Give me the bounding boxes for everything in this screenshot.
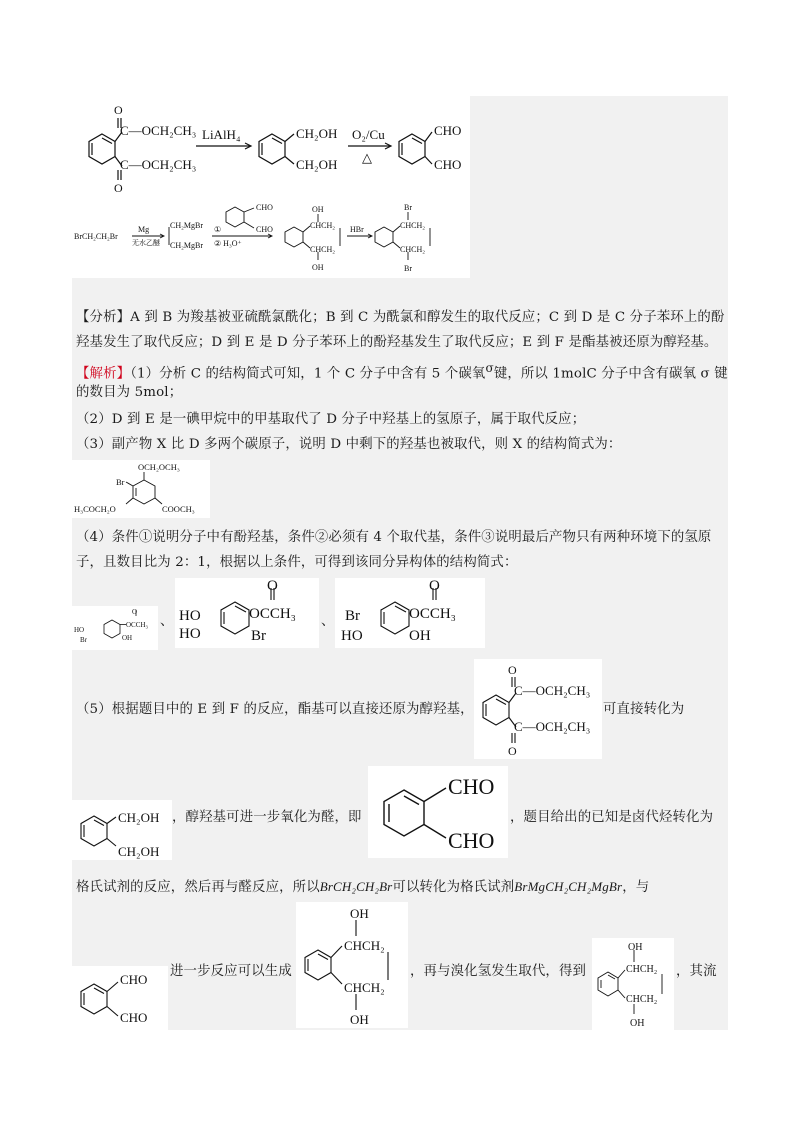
solution-line-4b: 子，且数目比为 2：1，根据以上条件，可得到该同分异构体的结构简式： [76, 555, 518, 570]
dialdehyde-cho-top: CHO [448, 774, 495, 799]
structure-x [72, 460, 210, 518]
isomer-1-o: O [132, 608, 138, 616]
reagent-mg: Mg [138, 225, 150, 234]
diol-chch2-top-2: CHCH₂ [344, 938, 385, 953]
solution-line-5-end: 可直接转化为 [603, 702, 685, 717]
small-diol-chch2-bottom: CHCH₂ [626, 994, 658, 1005]
solution-line-1: 【解析】（1）分析 C 的结构简式可知，1 个 C 分子中含有 5 个碳氧$^\sigma$键，所以 1molC 分子中含有碳氧 σ 键 [76, 361, 728, 382]
diol-structure [72, 800, 172, 860]
small-cho-bottom: CHO [120, 1010, 148, 1025]
scheme-2-svg [72, 198, 438, 274]
diol-oh-top: OH [312, 205, 324, 214]
isomer-2-ester: OCCH₃ [249, 606, 296, 622]
sigma-symbol: σ [485, 361, 494, 375]
dibromoethane: BrCH₂CH₂Br [74, 232, 118, 241]
diol-ch2oh-bottom: CH₂OH [118, 844, 160, 859]
ester-structure-svg [474, 659, 602, 759]
diol-chch2-top: CHCH₂ [310, 221, 336, 230]
carbonyl-o-top: O [114, 103, 123, 117]
scheme-1-svg [72, 96, 470, 196]
step-two: ② H₃O⁺ [214, 239, 242, 248]
isomer-3-svg [335, 578, 485, 648]
dialdehyde-structure-small [72, 966, 168, 1030]
small-diol-oh-top: OH [628, 942, 643, 953]
isomer-1-ester: OCCH₃ [126, 621, 148, 629]
diol-chch2-structure-small [592, 938, 674, 1030]
reagent-hbr: HBr [350, 225, 364, 234]
x-top-group: OCH₂OCH₃ [138, 462, 180, 472]
dibromide-chch2-bottom: CHCH₂ [400, 245, 426, 254]
isomer-2-br: Br [251, 628, 266, 644]
step-one: ① [214, 225, 222, 234]
heat-symbol: △ [362, 150, 372, 165]
grignard-bottom: CH₂MgBr [170, 241, 204, 250]
diol-chch2-svg [296, 902, 408, 1028]
analysis-line-1: 【分析】A 到 B 为羧基被亚硫酰氯酰化；B 到 C 为酰氯和醇发生的取代反应；C 到 D 是 C 分子苯环上的酚 [76, 310, 725, 325]
ester-group-bottom: C—OCH₂CH₃ [120, 157, 197, 172]
isomer-3-ester: OCCH₃ [409, 606, 456, 622]
x-br: Br [116, 477, 125, 487]
isomer-1-ho: HO [74, 626, 85, 634]
solution-line-8b: ，再与溴化氢发生取代，得到 [410, 964, 587, 979]
dibromide-chch2-top: CHCH₂ [400, 221, 426, 230]
isomer-2-ho-bottom: HO [179, 626, 201, 642]
dialdehyde-large-svg [368, 766, 508, 858]
isomer-1-svg [72, 606, 158, 650]
isomer-2-o: O [267, 578, 278, 594]
diol-chch2-small-svg [592, 938, 674, 1030]
aldehyde-group-top: CHO [434, 123, 462, 138]
structure-x-svg [72, 460, 210, 518]
isomer-separator-2: 、 [321, 614, 335, 629]
dibromide-br-top: Br [404, 203, 412, 212]
reagent-cho-bottom: CHO [256, 225, 273, 234]
dialdehyde-small-svg [72, 966, 168, 1030]
dialdehyde-cho-bottom: CHO [448, 828, 495, 853]
isomer-separator-1: 、 [160, 614, 174, 629]
alcohol-group-top: CH₂OH [296, 126, 338, 141]
solution-line-3: （3）副产物 X 比 D 多两个碳原子，说明 D 中剩下的羟基也被取代，则 X 的结构简式为： [76, 437, 622, 452]
small-diol-oh-bottom: OH [630, 1018, 645, 1029]
reagent-cho-top: CHO [256, 203, 273, 212]
solution-line-6b: ，题目给出的已知是卤代烃转化为 [510, 810, 714, 825]
diol-oh-bottom: OH [312, 263, 324, 272]
isomer-1 [72, 606, 158, 650]
isomer-2-svg [175, 578, 319, 648]
isomer-1-oh: OH [122, 634, 133, 642]
diol-oh-top-2: OH [350, 906, 369, 921]
solution-line-1b: 的数目为 5mol； [76, 385, 183, 400]
ester-chain-bottom: C—OCH₂CH₃ [514, 719, 591, 734]
diol-structure-svg [72, 800, 172, 860]
solution-line-4a: （4）条件①说明分子中有酚羟基，条件②必须有 4 个取代基，条件③说明最后产物只有两种环境下的氢原 [76, 530, 712, 545]
x-left-group: H₃COCH₂O [74, 504, 116, 514]
scheme-ester-to-dialdehyde [72, 96, 470, 196]
solution-line-8a: 进一步反应可以生成 [170, 964, 292, 979]
x-right-group: COOCH₃ [162, 504, 195, 514]
analysis-line-2: 羟基发生了取代反应；D 到 E 是 D 分子苯环上的酚羟基发生了取代反应；E 到 F 是酯基被还原为醇羟基。 [76, 335, 718, 350]
isomer-1-br: Br [80, 636, 87, 644]
ester-structure [474, 659, 602, 759]
solution-line-8c: ，其流 [676, 964, 717, 979]
solution-line-2: （2）D 到 E 是一碘甲烷中的甲基取代了 D 分子中羟基上的氢原子，属于取代反应； [76, 412, 586, 427]
diol-oh-bottom-2: OH [350, 1012, 369, 1027]
solution-line-7: 格氏试剂的反应，然后再与醛反应，所以BrCH₂CH₂Br可以转化为格氏试剂BrMgCH₂CH₂MgBr，与 [76, 879, 650, 895]
aldehyde-group-bottom: CHO [434, 157, 462, 172]
dialdehyde-structure-large [368, 766, 508, 858]
diol-ch2oh-top: CH₂OH [118, 810, 160, 825]
dibromide-br-bottom: Br [404, 264, 412, 273]
diol-chch2-bottom: CHCH₂ [310, 245, 336, 254]
diol-chch2-structure [296, 902, 408, 1028]
ester-group-top: C—OCH₂CH₃ [120, 123, 197, 138]
solution-line-6a: ，醇羟基可进一步氧化为醛，即 [172, 810, 362, 825]
isomer-2-ho-top: HO [179, 608, 201, 624]
reagent-ether: 无水乙醚 [132, 239, 160, 247]
isomer-3-oh: OH [409, 628, 431, 644]
scheme-grignard-route [72, 198, 438, 274]
solution-tag: 【解析】 [76, 366, 131, 382]
small-cho-top: CHO [120, 972, 148, 987]
isomer-2 [175, 578, 319, 648]
solution-line-5: （5）根据题目中的 E 到 F 的反应，酯基可以直接还原为醇羟基， [76, 702, 474, 717]
isomer-3-br: Br [345, 608, 360, 624]
diol-chch2-bottom-2: CHCH₂ [344, 980, 385, 995]
alcohol-group-bottom: CH₂OH [296, 157, 338, 172]
isomer-3 [335, 578, 485, 648]
shaded-background-top [470, 96, 728, 278]
small-diol-chch2-top: CHCH₂ [626, 964, 658, 975]
grignard-top: CH₂MgBr [170, 221, 204, 230]
isomer-3-o: O [429, 578, 440, 594]
isomer-3-ho: HO [341, 628, 363, 644]
formula-dibromoethane: BrCH₂CH₂Br [319, 879, 393, 894]
ester-o-bottom: O [508, 744, 517, 758]
reagent-o2-cu: O₂/Cu [352, 127, 385, 142]
ester-chain-top: C—OCH₂CH₃ [514, 683, 591, 698]
ester-o-top: O [508, 663, 517, 677]
reagent-lialh4: LiAlH₄ [202, 127, 241, 142]
analysis-tag: 【分析】 [76, 310, 131, 325]
carbonyl-o-bottom: O [114, 181, 123, 195]
formula-grignard: BrMgCH₂CH₂MgBr [514, 879, 623, 894]
